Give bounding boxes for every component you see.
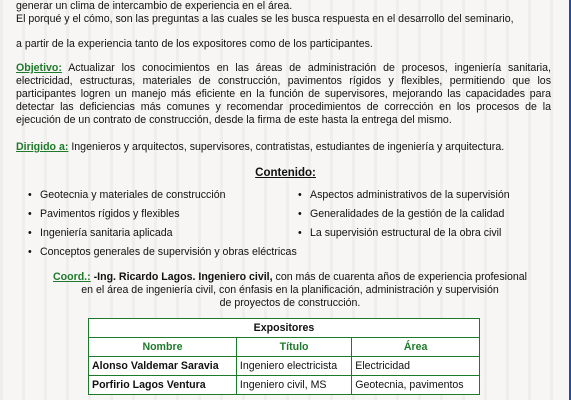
intro-line-3: a partir de la experiencia tanto de los expositores como de los participantes. (16, 38, 373, 50)
column-header-area: Área (352, 338, 480, 357)
speaker-area: Electricidad (352, 357, 480, 376)
objective-label: Objetivo: (16, 62, 62, 74)
contents-list-left (26, 186, 297, 262)
speakers-caption: Expositores (89, 319, 480, 338)
audience-text: Ingenieros y arquitectos, supervisores, contratistas, estudiantes de ingeniería y arquitectura. (71, 141, 505, 153)
list-item: • Geotecnia y materiales de construcción (26, 186, 297, 205)
coordinator-line-2: en el área de ingeniería civil, con énfasis en la planificación, administración y supervisión (81, 284, 499, 296)
coordinator-name: -Ing. Ricardo Lagos. Ingeniero civil, (93, 271, 273, 283)
coordinator-line-1: con más de cuarenta años de experiencia profesional (275, 271, 527, 283)
speakers-table (88, 318, 480, 395)
list-item: • Ingeniería sanitaria aplicada (26, 224, 297, 243)
audience-label: Dirigido a: (16, 141, 69, 153)
list-item: • La supervisión estructural de la obra civil (296, 224, 510, 243)
contents-heading: Contenido: (255, 167, 316, 179)
speaker-title: Ingeniero civil, MS (236, 376, 351, 395)
table-header-row (89, 338, 480, 357)
coordinator-paragraph (30, 271, 550, 310)
intro-line-2: El porqué y el cómo, son las preguntas a las cuales se les busca respuesta en el desarrollo del seminario, (16, 13, 514, 25)
coordinator-line-3: de proyectos de construcción. (219, 297, 361, 309)
list-item: • Aspectos administrativos de la supervisión (296, 186, 510, 205)
column-header-name: Nombre (89, 338, 237, 357)
objective-paragraph (16, 62, 551, 127)
list-item: • Generalidades de la gestión de la calidad (296, 205, 510, 224)
table-row (89, 376, 480, 395)
coordinator-label: Coord.: (53, 271, 91, 283)
audience-paragraph (16, 141, 551, 154)
list-item: • Conceptos generales de supervisión y obras eléctricas (26, 243, 297, 262)
speaker-area: Geotecnia, pavimentos (352, 376, 480, 395)
column-header-title: Título (236, 338, 351, 357)
contents-list-right (296, 186, 510, 243)
table-row (89, 357, 480, 376)
speaker-name: Alonso Valdemar Saravia (89, 357, 237, 376)
speaker-name: Porfirio Lagos Ventura (89, 376, 237, 395)
objective-text: Actualizar los conocimientos en las áreas de administración de procesos, ingeniería sanitaria, electricidad, estructuras, materiales de construcción, pavimentos rígidos y flexibles, permitiendo que los participantes logren un manejo más eficiente en la función de supervisores, mejorando las capacidades para detectar las deficiencias más comunes y recomendar procedimientos de corrección en los procesos de la ejecución de un contrato de construcción, desde la firma de este hasta la entrega del mismo. (16, 62, 551, 126)
speaker-title: Ingeniero electricista (236, 357, 351, 376)
list-item: • Pavimentos rígidos y flexibles (26, 205, 297, 224)
intro-line-1: generar un clima de intercambio de experiencia en el área. (16, 0, 293, 12)
